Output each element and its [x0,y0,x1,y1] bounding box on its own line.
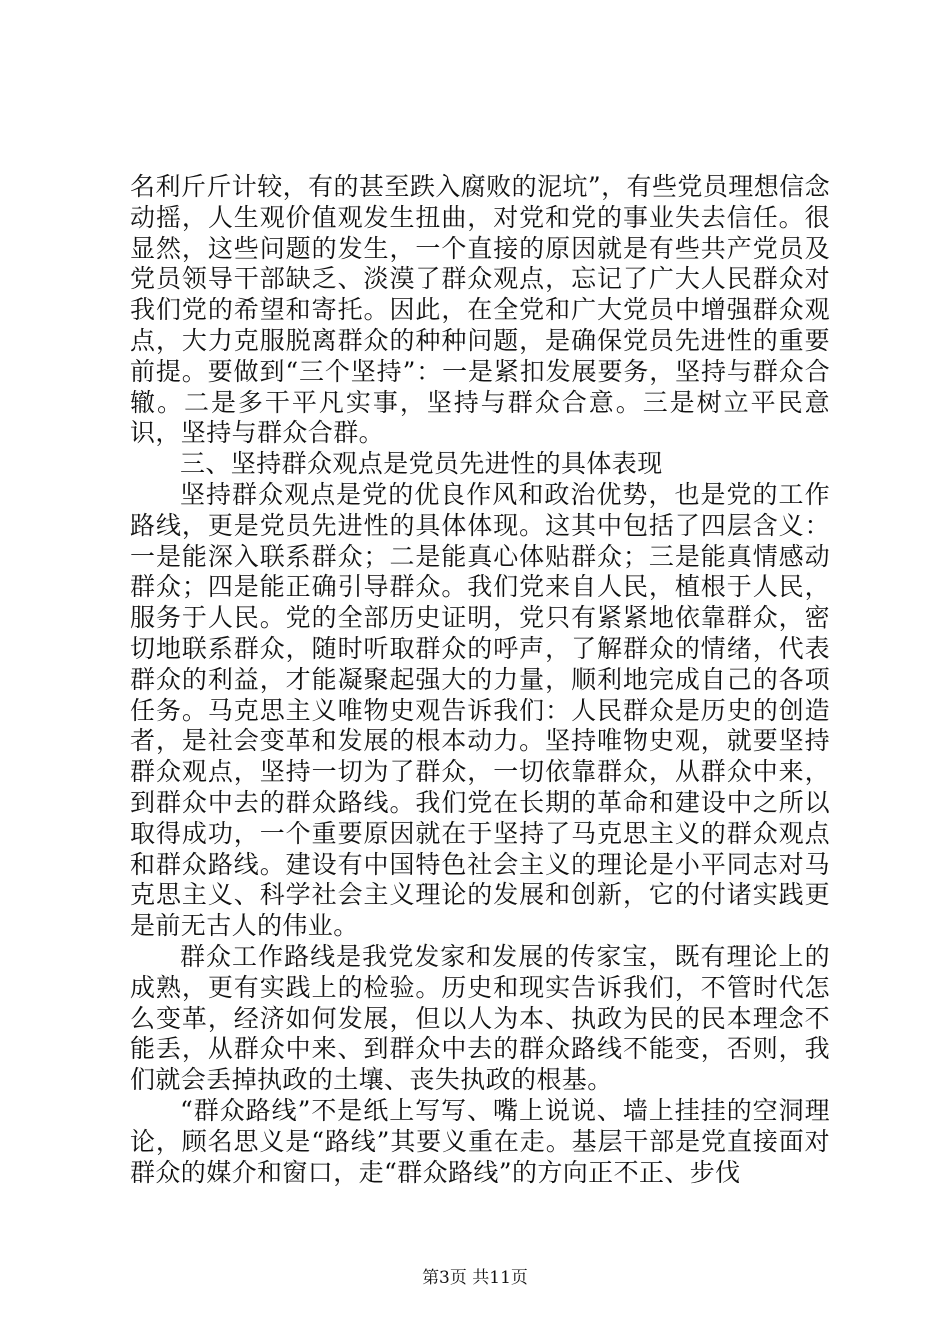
paragraph-continuation: 名利斤斤计较，有的甚至跌入腐败的泥坑”，有些党员理想信念动摇，人生观价值观发生扭曲，对党和党的事业失去信任。很显然，这些问题的发生，一个直接的原因就是有些共产党员及党员领导干部缺乏、淡漠了群众观点，忘记了广大人民群众对我们党的希望和寄托。因此，在全党和广大党员中增强群众观点，大力克服脱离群众的种种问题，是确保党员先进性的重要前提。要做到“三个坚持”：一是紧扣发展要务，坚持与群众合辙。二是多干平凡实事，坚持与群众合意。三是树立平民意识，坚持与群众合群。 [130,172,830,448]
paragraph: 群众工作路线是我党发家和发展的传家宝，既有理论上的成熟，更有实践上的检验。历史和现实告诉我们，不管时代怎么变革，经济如何发展，但以人为本、执政为民的民本理念不能丢，从群众中来、到群众中去的群众路线不能变，否则，我们就会丢掉执政的土壤、丧失执政的根基。 [130,941,830,1095]
paragraph: “群众路线”不是纸上写写、嘴上说说、墙上挂挂的空洞理论，顾名思义是“路线”其要义重在走。基层干部是党直接面对群众的媒介和窗口，走“群众路线”的方向正不正、步伐 [130,1095,830,1187]
section-heading: 三、坚持群众观点是党员先进性的具体表现 [180,449,663,479]
page-number-footer: 第3页 共11页 [422,1268,528,1288]
document-body [130,172,830,1188]
paragraph: 坚持群众观点是党的优良作风和政治优势，也是党的工作路线，更是党员先进性的具体体现。这其中包括了四层含义：一是能深入联系群众；二是能真心体贴群众；三是能真情感动群众；四是能正确引导群众。我们党来自人民，植根于人民，服务于人民。党的全部历史证明，党只有紧紧地依靠群众，密切地联系群众，随时听取群众的呼声，了解群众的情绪，代表群众的利益，才能凝聚起强大的力量，顺利地完成自己的各项任务。马克思主义唯物史观告诉我们：人民群众是历史的创造者，是社会变革和发展的根本动力。坚持唯物史观，就要坚持群众观点，坚持一切为了群众，一切依靠群众，从群众中来，到群众中去的群众路线。我们党在长期的革命和建设中之所以取得成功，一个重要原因就在于坚持了马克思主义的群众观点和群众路线。建设有中国特色社会主义的理论是小平同志对马克思主义、科学社会主义理论的发展和创新，它的付诸实践更是前无古人的伟业。 [130,479,830,941]
